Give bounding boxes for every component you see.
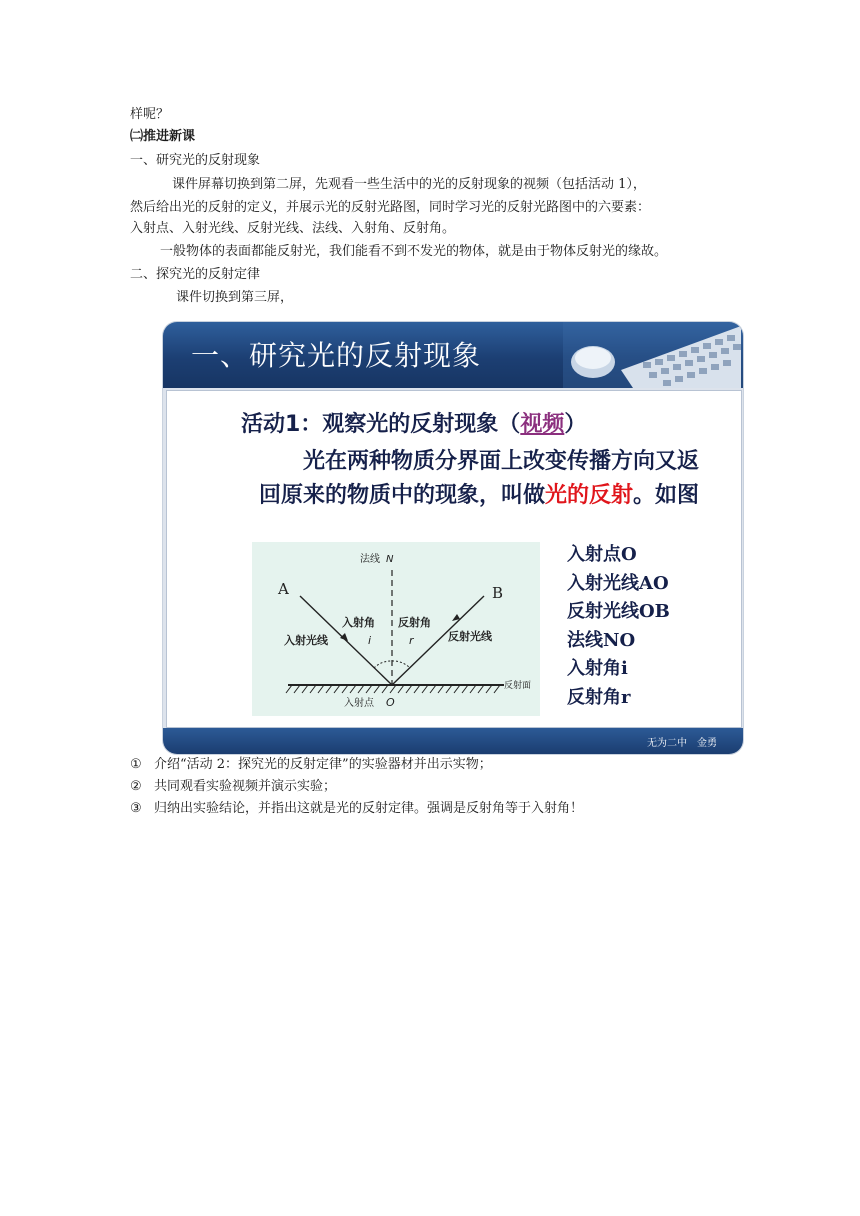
term-item: 反射光线OB bbox=[567, 601, 670, 622]
heading-2: 二、探究光的反射定律 bbox=[130, 267, 261, 282]
step-number: ② bbox=[130, 779, 142, 794]
reflection-definition bbox=[259, 445, 719, 513]
paragraph-3: 课件切换到第三屏， bbox=[176, 290, 294, 305]
label-r: r bbox=[409, 634, 414, 647]
activity-title bbox=[241, 407, 586, 438]
term-item: 反射角r bbox=[567, 686, 631, 708]
term-item: 法线NO bbox=[567, 629, 636, 651]
step-number: ③ bbox=[130, 801, 142, 816]
continued-text: 样呢？ bbox=[130, 107, 170, 122]
step-text: 归纳出实验结论，并指出这就是光的反射定律。强调是反射角等于入射角！ bbox=[154, 801, 584, 816]
label-o: O bbox=[386, 696, 395, 709]
term-item: 入射光线AO bbox=[567, 572, 669, 594]
label-b: B bbox=[492, 584, 504, 602]
slide-header bbox=[163, 322, 743, 388]
reflected-ray-label: 反射光线 bbox=[448, 630, 492, 643]
slide-image bbox=[163, 322, 743, 754]
incident-ray-label: 入射光线 bbox=[284, 634, 328, 647]
normal-label: 法线 bbox=[360, 554, 380, 565]
keyboard-icon bbox=[563, 322, 743, 388]
reflect-angle-label: 反射角 bbox=[398, 616, 431, 629]
definition-highlight: 光的反射 bbox=[545, 483, 634, 508]
paragraph-1-line-3: 入射点、入射光线、反射光线、法线、入射角、反射角。 bbox=[130, 221, 456, 236]
paragraph-1-line-2: 然后给出光的反射的定义，并展示光的反射光路图，同时学习光的反射光路图中的六要素： bbox=[130, 200, 651, 215]
term-item: 入射点O bbox=[567, 544, 637, 565]
incidence-point-label: 入射点 bbox=[344, 698, 374, 709]
paragraph-2: 一般物体的表面都能反射光，我们能看不到不发光的物体，就是由于物体反射光的缘故。 bbox=[160, 244, 668, 259]
step-number: ① bbox=[130, 757, 142, 772]
step-text: 共同观看实验视频并演示实验； bbox=[154, 779, 337, 794]
definition-text: 光在两种物质分界面上改变传播方向又返回原来的物质中的现象，叫做 bbox=[259, 449, 700, 508]
reflection-diagram bbox=[252, 542, 540, 716]
term-item: 入射角i bbox=[567, 658, 628, 679]
activity-suffix: ） bbox=[564, 412, 587, 437]
label-n: N bbox=[386, 554, 394, 565]
label-a: A bbox=[278, 580, 289, 598]
section-heading: ㈡推进新课 bbox=[130, 129, 196, 144]
step-item bbox=[130, 754, 583, 776]
incident-angle-label: 入射角 bbox=[342, 616, 375, 629]
slide-title: 一、研究光的反射现象 bbox=[191, 339, 482, 372]
paragraph-1-line-1: 课件屏幕切换到第二屏，先观看一些生活中的光的反射现象的视频（包括活动 1）， bbox=[172, 177, 646, 192]
definition-end: 。如图 bbox=[633, 483, 700, 508]
step-item bbox=[130, 798, 583, 820]
heading-1: 一、研究光的反射现象 bbox=[130, 153, 261, 168]
video-link[interactable]: 视频 bbox=[520, 412, 565, 437]
terms-list bbox=[567, 541, 670, 712]
slide-content bbox=[166, 390, 742, 728]
step-text: 介绍“活动 2：探究光的反射定律”的实验器材并出示实物； bbox=[154, 757, 492, 772]
steps-list bbox=[130, 754, 583, 820]
surface-label: 反射面 bbox=[504, 681, 532, 691]
step-item bbox=[130, 776, 583, 798]
slide-footer bbox=[163, 728, 743, 754]
label-i: i bbox=[368, 634, 372, 647]
activity-prefix: 活动1：观察光的反射现象（ bbox=[241, 412, 521, 437]
footer-author: 无为二中 金勇 bbox=[647, 738, 717, 749]
